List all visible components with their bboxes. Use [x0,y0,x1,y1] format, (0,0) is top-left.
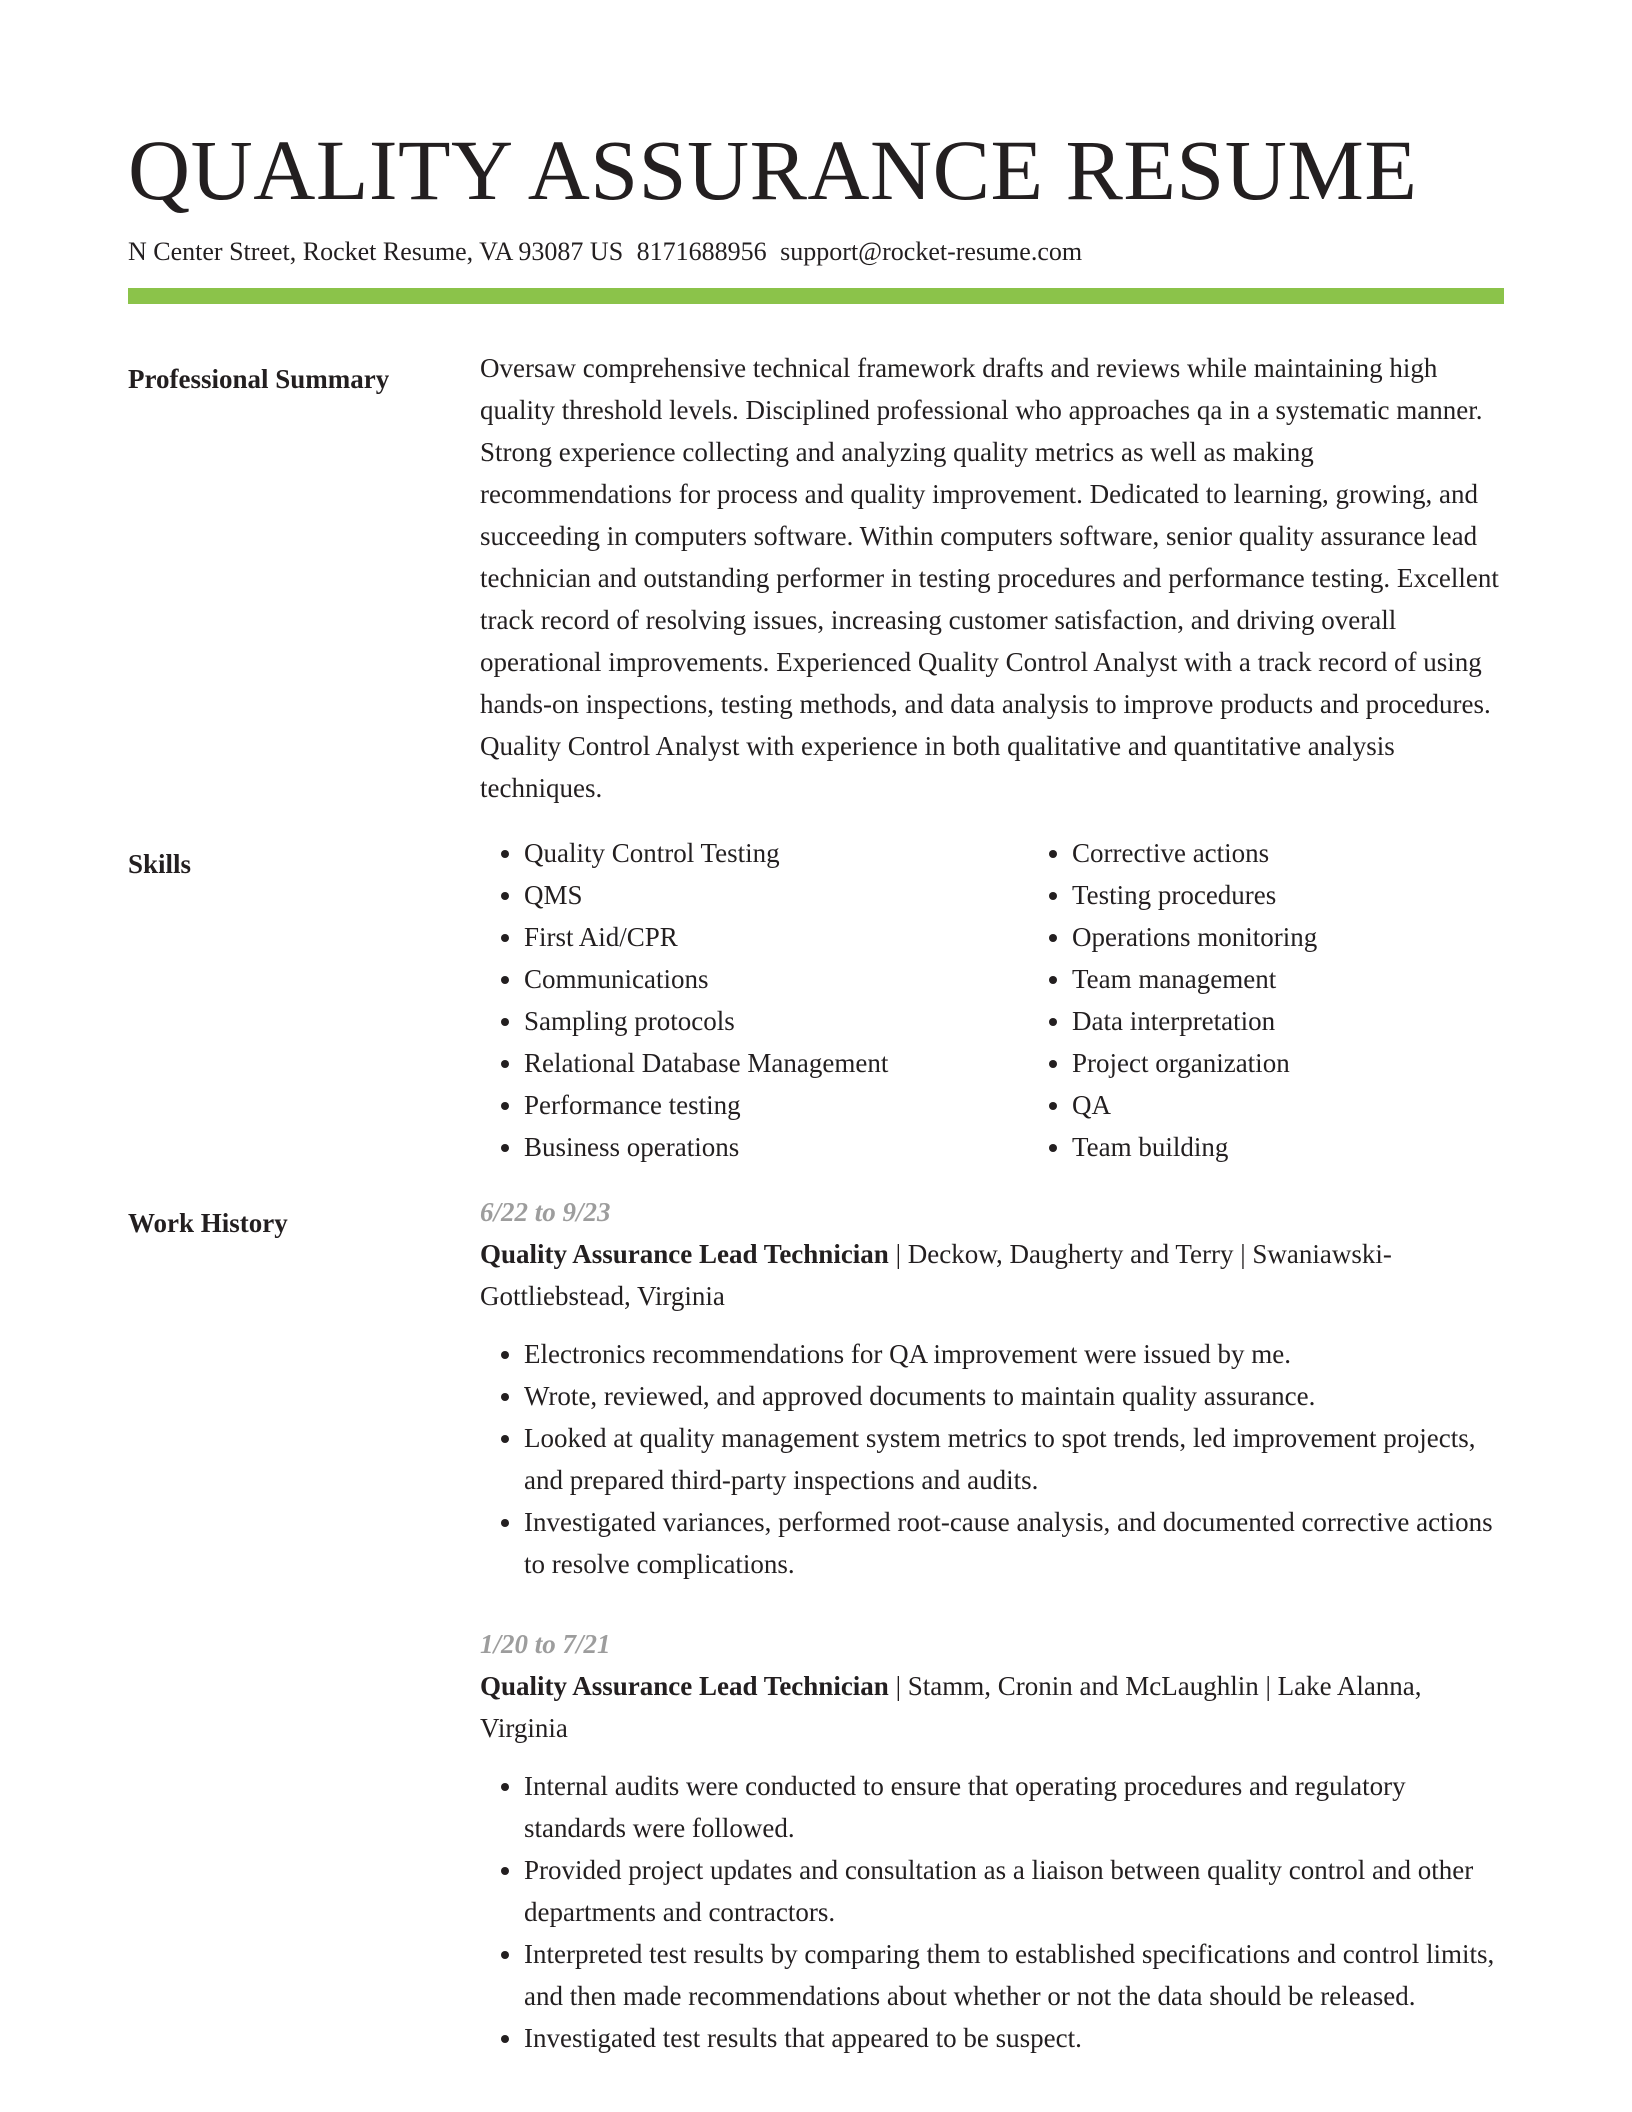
job-details: | Stamm, Cronin and McLaughlin | Lake Alanna, Virginia [480,1671,1422,1743]
job-bullet: • Investigated test results that appeared to be suspect. [524,2017,1504,2059]
job-heading [480,1233,1504,1317]
skill-item: • Team management [1072,958,1576,1000]
skill-item: • QA [1072,1084,1576,1126]
job-bullet: • Wrote, reviewed, and approved documents to maintain quality assurance. [524,1375,1504,1417]
skill-item: • Business operations [524,1126,1028,1168]
skills-section [128,838,1504,1168]
skill-item: • Quality Control Testing [524,832,1028,874]
section-heading: Skills [128,849,192,879]
job-heading [480,1665,1504,1749]
skills-list-left [480,832,1028,1168]
skill-item: • Data interpretation [1072,1000,1576,1042]
job-bullet: • Electronics recommendations for QA improvement were issued by me. [524,1333,1504,1375]
job-title: Quality Assurance Lead Technician [480,1239,889,1269]
section-heading: Work History [128,1208,288,1238]
skill-item: • Team building [1072,1126,1576,1168]
skill-item: • Testing procedures [1072,874,1576,916]
email: support@rocket-resume.com [780,237,1083,266]
job-dates: 6/22 to 9/23 [480,1197,611,1227]
phone: 8171688956 [636,237,767,266]
job-bullets [480,1765,1504,2059]
job-dates: 1/20 to 7/21 [480,1629,611,1659]
skills-list-right [1028,832,1576,1168]
contact-line [128,236,1504,268]
skill-item: • Relational Database Management [524,1042,1028,1084]
summary-text: Oversaw comprehensive technical framework drafts and reviews while maintaining high quality threshold levels. Disciplined professional who approaches qa in a systematic manner. Strong experience collecting and analyzing quality metrics as well as making recommendations for process and quality improvement. Dedicated to learning, growing, and succeeding in computers software. Within computers software, senior quality assurance lead technician and outstanding performer in testing procedures and performance testing. Excellent track record of resolving issues, increasing customer satisfaction, and driving overall operational improvements. Experienced Quality Control Analyst with a track record of using hands-on inspections, testing methods, and data analysis to improve products and procedures. Quality Control Analyst with experience in both qualitative and quantitative analysis techniques. [480,353,1499,803]
job-bullet: • Interpreted test results by comparing them to established specifications and control limits, and then made recommendations about whether or not the data should be released. [524,1933,1504,2017]
job-entry [480,1191,1504,1585]
job-details: | Deckow, Daugherty and Terry | Swaniawski-Gottliebstead, Virginia [480,1239,1392,1311]
job-bullet: • Provided project updates and consultation as a liaison between quality control and other departments and contractors. [524,1849,1504,1933]
address: N Center Street, Rocket Resume, VA 93087 US [128,237,624,266]
accent-divider [128,288,1504,304]
skill-item: • Project organization [1072,1042,1576,1084]
job-bullets [480,1333,1504,1585]
skill-item: • Operations monitoring [1072,916,1576,958]
skill-item: • First Aid/CPR [524,916,1028,958]
job-bullet: • Internal audits were conducted to ensure that operating procedures and regulatory standards were followed. [524,1765,1504,1849]
work-history-section [128,1197,1504,2059]
job-entry [480,1623,1504,2059]
skill-item: • Performance testing [524,1084,1028,1126]
job-bullet: • Investigated variances, performed root-cause analysis, and documented corrective actions to resolve complications. [524,1501,1504,1585]
skill-item: • Sampling protocols [524,1000,1028,1042]
skill-item: • QMS [524,874,1028,916]
resume-title: QUALITY ASSURANCE RESUME [128,122,1418,218]
job-title: Quality Assurance Lead Technician [480,1671,889,1701]
summary-section [128,353,1504,809]
skill-item: • Corrective actions [1072,832,1576,874]
skill-item: • Communications [524,958,1028,1000]
job-bullet: • Looked at quality management system metrics to spot trends, led improvement projects, and prepared third-party inspections and audits. [524,1417,1504,1501]
resume-page [128,0,1504,2059]
section-heading: Professional Summary [128,364,390,394]
